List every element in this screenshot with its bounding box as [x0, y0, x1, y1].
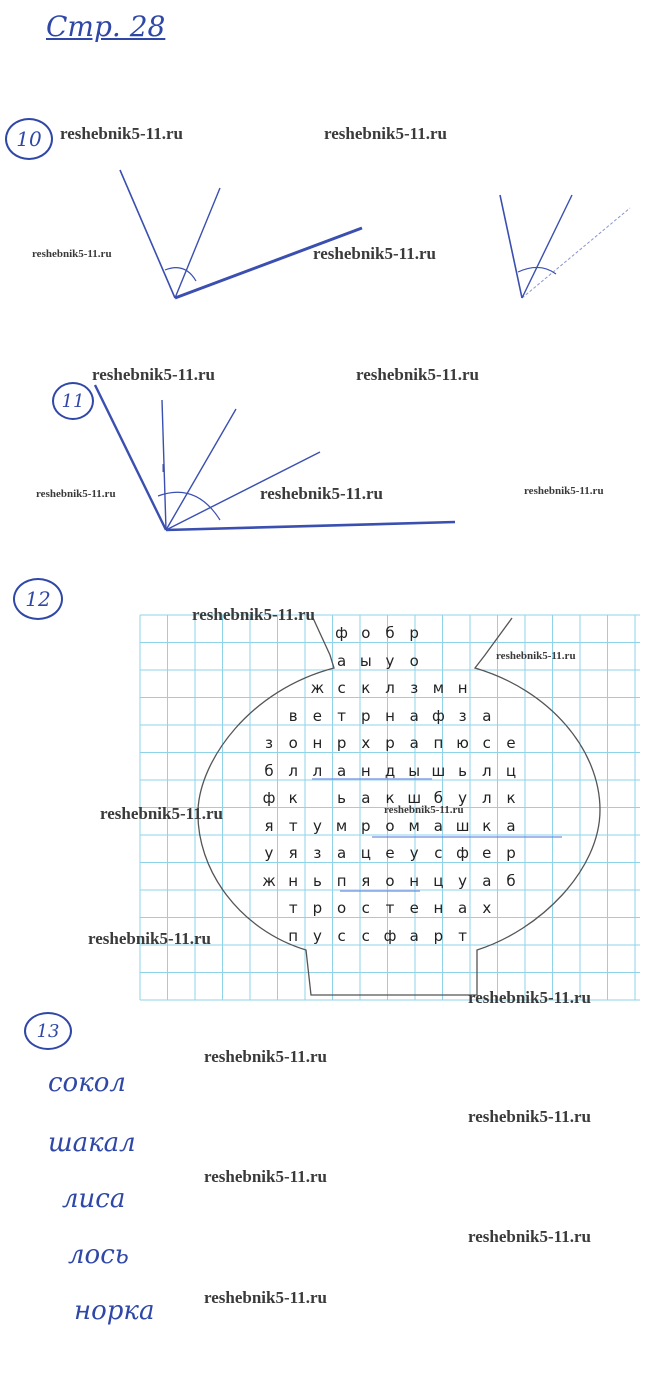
grid-letter: ц [360, 844, 371, 862]
grid-letter: с [361, 899, 370, 917]
grid-letter: ж [262, 871, 276, 890]
grid-letter: я [288, 844, 298, 862]
grid-letter: ф [335, 624, 348, 642]
grid-letter: ф [456, 844, 469, 862]
grid-letter: а [336, 761, 347, 780]
grid-letter: а [361, 789, 371, 807]
grid-letter: н [409, 871, 420, 890]
grid-letter: ф [383, 926, 397, 945]
grid-letter: к [482, 816, 492, 835]
grid-letter: ш [407, 789, 422, 807]
grid-letter: м [335, 816, 348, 835]
grid-letter: ь [312, 871, 322, 890]
grid-letter: я [264, 816, 274, 835]
exercise-number-13: 13 [24, 1012, 72, 1050]
grid-letter: ф [431, 706, 445, 725]
watermark: reshebnik5-11.ru [524, 485, 604, 497]
grid-letter: р [433, 926, 444, 945]
grid-letter: з [410, 679, 419, 697]
watermark: reshebnik5-11.ru [260, 484, 383, 503]
grid-letter: у [409, 844, 419, 862]
answer-word: норка [74, 1296, 155, 1326]
grid-letter: у [385, 651, 395, 670]
answer-word: сокол [48, 1068, 126, 1098]
watermark: reshebnik5-11.ru [100, 804, 223, 823]
grid-letter: х [361, 734, 371, 752]
grid-letter: с [337, 926, 346, 945]
grid-letter: о [409, 651, 419, 670]
grid-letter: о [337, 899, 347, 917]
watermark: reshebnik5-11.ru [88, 929, 211, 948]
grid-letter: н [385, 706, 395, 725]
grid-letter: р [385, 734, 395, 752]
grid-letter: о [361, 624, 371, 642]
grid-letter: а [457, 899, 468, 917]
grid-letter: н [360, 761, 371, 780]
watermark: reshebnik5-11.ru [468, 988, 591, 1007]
grid-letter: а [409, 926, 419, 945]
grid-letter: ю [456, 734, 469, 752]
grid-letter: л [482, 761, 492, 780]
grid-letter: ь [458, 761, 468, 780]
grid-letter: м [408, 816, 420, 835]
grid-letter: л [482, 789, 492, 807]
grid-letter: р [361, 816, 371, 835]
grid-letter: л [312, 761, 323, 780]
exercise-number-12: 12 [13, 578, 63, 620]
grid-letter: а [433, 816, 443, 835]
angle-figure-10a [120, 170, 362, 298]
grid-letter: м [432, 679, 445, 697]
grid-letter: б [506, 871, 516, 890]
grid-letter: е [506, 734, 516, 752]
watermark: reshebnik5-11.ru [60, 124, 183, 143]
grid-letter: е [482, 844, 492, 862]
grid-letter: а [506, 816, 516, 835]
grid-letter: а [482, 871, 492, 890]
grid-letter: с [337, 679, 346, 697]
grid-letter: н [433, 899, 444, 917]
exercise-number-10: 10 [5, 118, 53, 160]
watermark: reshebnik5-11.ru [36, 488, 116, 500]
watermark: reshebnik5-11.ru [468, 1107, 591, 1126]
grid-letter: т [288, 816, 298, 835]
grid-letter: л [288, 761, 298, 780]
grid-letter: н [312, 734, 323, 752]
grid-letter: т [385, 899, 395, 917]
grid-letter: а [409, 734, 419, 752]
grid-letter: а [482, 706, 492, 725]
grid-letter: р [409, 624, 419, 642]
watermark: reshebnik5-11.ru [313, 244, 436, 263]
grid-letter: о [385, 816, 395, 835]
grid-letter: в [288, 706, 298, 725]
grid-letter: т [337, 706, 346, 725]
answer-word: лиса [62, 1184, 126, 1214]
grid-letter: з [313, 844, 322, 862]
grid-letter: к [385, 789, 395, 807]
watermark: reshebnik5-11.ru [356, 365, 479, 384]
grid-letter: к [288, 789, 298, 807]
grid-letter: с [482, 734, 491, 752]
grid-letter: ц [433, 871, 444, 890]
grid-letter: л [385, 679, 395, 697]
watermark: reshebnik5-11.ru [468, 1227, 591, 1246]
grid-letter: я [361, 871, 371, 890]
exercise-number-11: 11 [52, 382, 94, 420]
highlight-mark [340, 876, 420, 892]
highlight-mark [312, 761, 432, 780]
grid-letter: з [265, 734, 273, 752]
watermark: reshebnik5-11.ru [324, 124, 447, 143]
watermark: reshebnik5-11.ru [384, 804, 464, 816]
grid-letter: у [312, 926, 322, 945]
angle-figure-11 [95, 385, 455, 530]
grid-letter: е [312, 706, 322, 725]
grid-letter: п [433, 734, 444, 752]
grid-letter: ь [337, 789, 347, 807]
answer-word: лось [68, 1240, 129, 1270]
grid-letter: с [361, 926, 370, 945]
grid-letter: у [458, 789, 468, 807]
grid-letter: с [434, 844, 443, 862]
grid-letter: ы [408, 761, 421, 780]
page-label: Стр. 28 [46, 10, 166, 43]
watermark: reshebnik5-11.ru [496, 650, 576, 662]
watermark: reshebnik5-11.ru [92, 365, 215, 384]
highlight-mark [372, 822, 562, 838]
grid-letter: з [458, 706, 467, 725]
grid-letter: б [385, 624, 395, 642]
grid-letter: у [458, 871, 468, 890]
grid-letter: п [336, 871, 347, 890]
grid-letter: т [458, 926, 467, 945]
watermark: reshebnik5-11.ru [204, 1288, 327, 1307]
grid-letter: х [482, 899, 492, 917]
grid-letter: ф [262, 789, 276, 807]
watermark: reshebnik5-11.ru [32, 248, 112, 260]
answer-word: шакал [48, 1128, 136, 1158]
grid-letter: а [336, 844, 347, 862]
grid-letter: р [506, 844, 516, 862]
grid-letter: н [288, 871, 299, 890]
watermark: reshebnik5-11.ru [192, 605, 315, 624]
grid-letter: б [433, 789, 444, 807]
grid-letter: о [288, 734, 298, 752]
grid-letter: т [288, 899, 298, 917]
watermark: reshebnik5-11.ru [204, 1047, 327, 1066]
angle-figure-10b [500, 195, 630, 298]
grid-letter: ш [431, 761, 446, 780]
grid-letter: а [409, 706, 419, 725]
grid-letter: е [385, 844, 395, 862]
grid-letter: ж [310, 679, 325, 697]
grid-letter: ы [359, 651, 372, 670]
grid-letter: н [457, 679, 468, 697]
grid-letter: р [312, 899, 323, 917]
grid-letter: к [361, 679, 371, 697]
grid-letter: о [385, 871, 395, 890]
watermark: reshebnik5-11.ru [204, 1167, 327, 1186]
grid-letter: у [264, 844, 274, 862]
grid-letter: е [409, 899, 419, 917]
grid-letter: р [361, 706, 371, 725]
grid-letter: у [312, 816, 322, 835]
grid-letter: ш [455, 816, 470, 835]
grid-letter: б [264, 761, 274, 780]
grid-letter: а [336, 651, 347, 670]
grid-letter: п [288, 926, 299, 945]
grid-letter: р [336, 734, 347, 752]
grid-letter: ц [505, 761, 517, 780]
grid-letter: д [384, 761, 396, 780]
grid-letter: к [506, 789, 516, 807]
